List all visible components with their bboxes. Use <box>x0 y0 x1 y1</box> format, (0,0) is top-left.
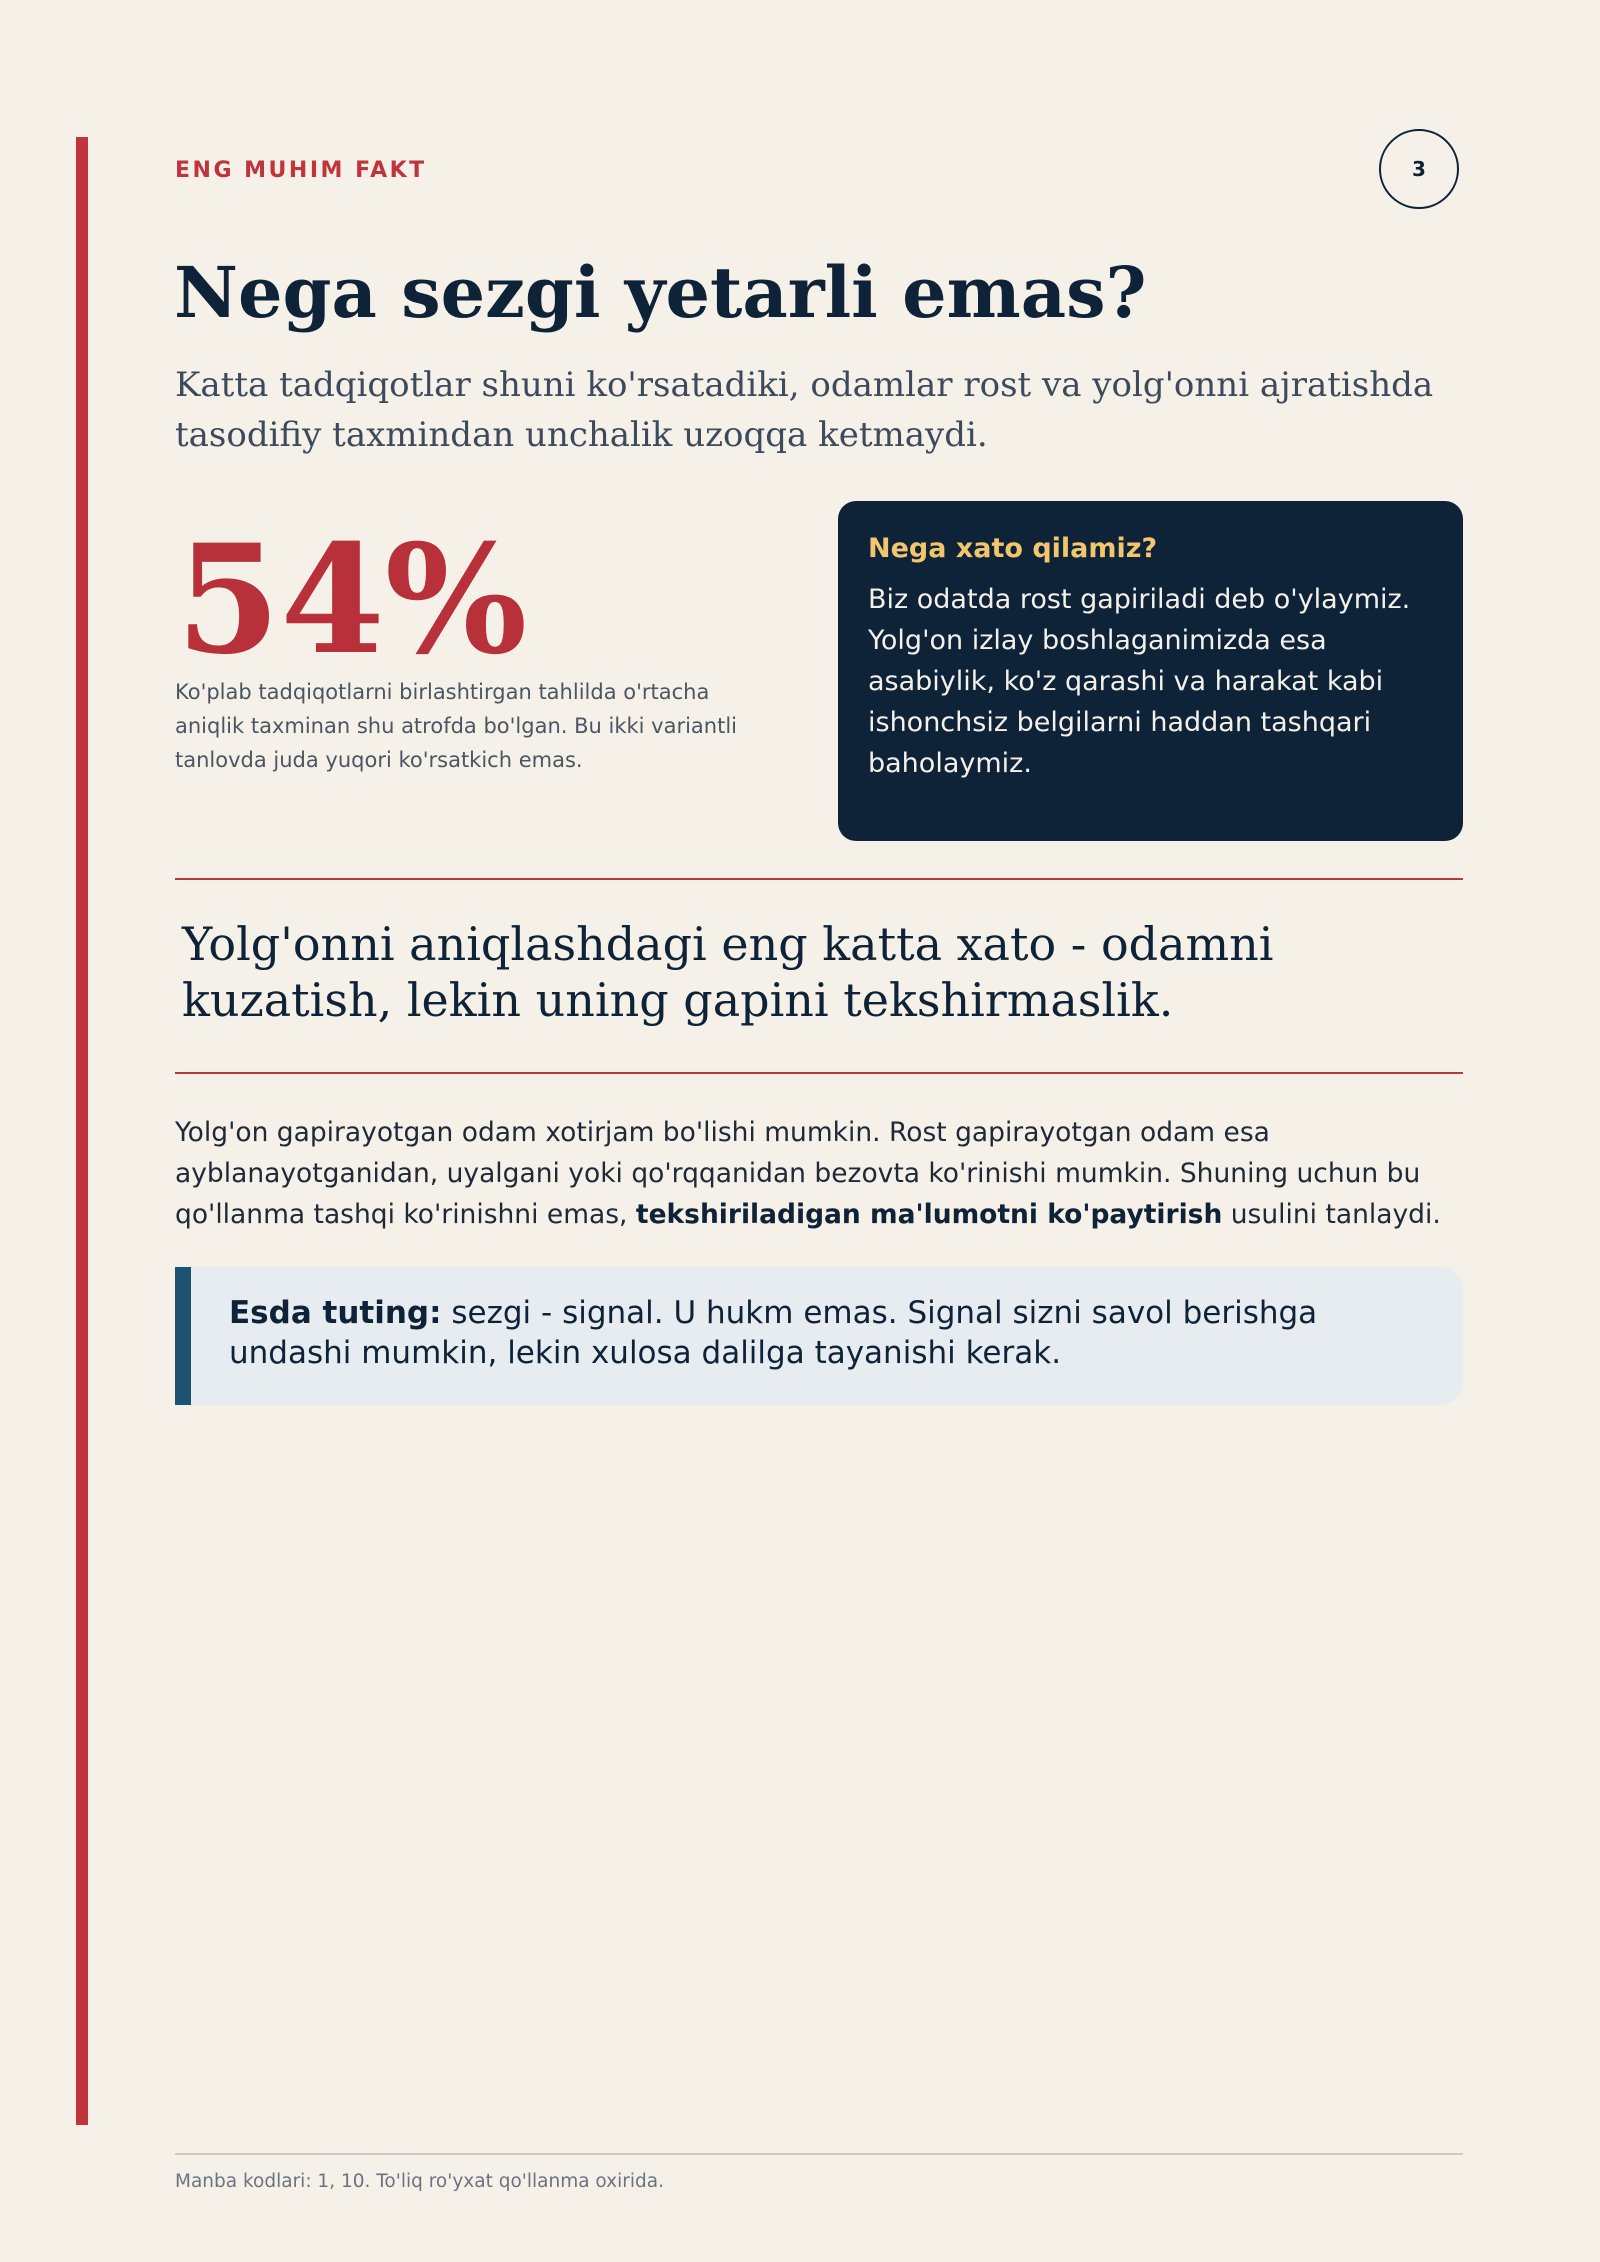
accent-side-bar <box>76 137 88 2125</box>
page-title: Nega sezgi yetarli emas? <box>174 251 1147 334</box>
info-card <box>838 501 1463 841</box>
stat-caption: Ko'plab tadqiqotlarni birlashtirgan tahlilda o'rtacha aniqlik taxminan shu atrofda bo'lgan. Bu ikki variantli tanlovda juda yuqori ko'rsatkich emas. <box>175 680 738 772</box>
callout-label: Esda tuting: <box>229 1295 442 1331</box>
footer-sources: Manba kodlari: 1, 10. To'liq ro'yxat qo'llanma oxirida. <box>175 2171 664 2192</box>
info-card-body: Biz odatda rost gapiriladi deb o'ylaymiz. Yolg'on izlay boshlaganimizda esa asabiylik, ko'z qarashi va harakat kabi ishonchsiz belgilarni haddan tashqari baholaymiz. <box>868 584 1411 779</box>
quote-bottom-rule <box>175 1072 1463 1074</box>
callout-body: sezgi - signal. U hukm emas. Signal sizni savol berishga undashi mumkin, lekin xulosa dalilga tayanishi kerak. <box>229 1295 1318 1371</box>
quote-top-rule <box>175 878 1463 880</box>
body-text-after: usulini tanlaydi. <box>1222 1199 1441 1230</box>
page-number-badge: 3 <box>1379 129 1459 209</box>
footer-rule <box>175 2153 1463 2155</box>
body-text-before: Yolg'on gapirayotgan odam xotirjam bo'lishi mumkin. Rost gapirayotgan odam esa ayblanayotganidan, uyalgani yoki qo'rqqanidan bezovta ko'rinishi mumkin. Shuning uchun bu qo'llanma tashqi ko'rinishni emas, <box>175 1117 1421 1230</box>
section-kicker: ENG MUHIM FAKT <box>175 158 427 183</box>
reminder-callout <box>175 1267 1463 1405</box>
body-emphasis: tekshiriladigan ma'lumotni ko'paytirish <box>635 1199 1223 1230</box>
page-subtitle: Katta tadqiqotlar shuni ko'rsatadiki, odamlar rost va yolg'onni ajratishda tasodifiy taxmindan unchalik uzoqqa ketmaydi. <box>175 365 1434 455</box>
pull-quote: Yolg'onni aniqlashdagi eng katta xato - odamni kuzatish, lekin uning gapini tekshirmaslik. <box>182 917 1274 1027</box>
callout-text <box>229 1293 1425 1373</box>
info-card-title: Nega xato qilamiz? <box>868 533 1158 564</box>
body-paragraph <box>175 1112 1475 1235</box>
stat-value: 54% <box>176 512 528 688</box>
